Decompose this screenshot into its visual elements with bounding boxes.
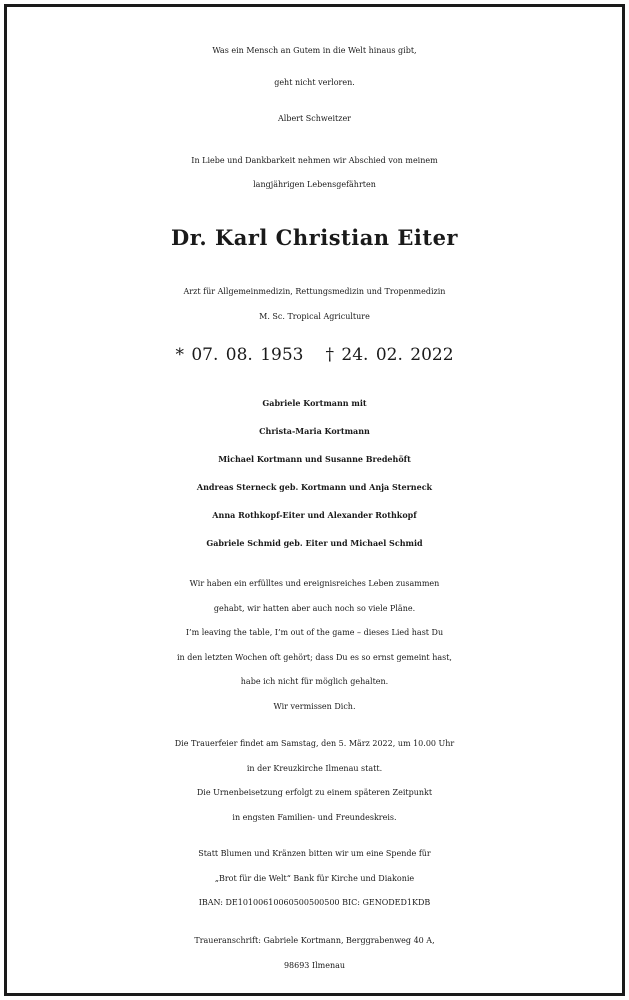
quote-author-text: Albert Schweitzer: [277, 114, 351, 123]
intro-text: [7, 149, 622, 197]
funeral-service-info: [7, 732, 622, 830]
message-line: Wir haben ein erfülltes und ereignisreiches Leben zusammen: [189, 579, 440, 588]
quote-line: geht nicht verloren.: [274, 78, 355, 87]
message-line: gehabt, wir hatten aber auch noch so viele Pläne.: [213, 603, 416, 613]
deceased-title: [7, 279, 622, 329]
message-line: habe ich nicht für möglich gehalten.: [240, 677, 389, 686]
mourner-line: Gabriele Kortmann mit: [262, 398, 367, 408]
intro-line: langjährigen Lebensgefährten: [253, 180, 376, 189]
mourner-line: Gabriele Schmid geb. Eiter und Michael Schmid: [206, 538, 423, 548]
quote-line: Was ein Mensch an Gutem in die Welt hinaus gibt,: [212, 46, 417, 55]
donation-line: Statt Blumen und Kränzen bitten wir um eine Spende für: [198, 849, 431, 858]
mourner-line: Christa-Maria Kortmann: [259, 426, 370, 436]
deceased-name-text: Dr. Karl Christian Eiter: [171, 225, 458, 250]
birth-date: * 07. 08. 1953: [175, 345, 304, 365]
service-line: Die Urnenbeisetzung erfolgt zu einem späteren Zeitpunkt: [196, 788, 433, 797]
service-line: in der Kreuzkirche Ilmenau statt.: [246, 763, 383, 773]
mourner-line: Andreas Sterneck geb. Kortmann und Anja Sterneck: [196, 482, 433, 492]
intro-line: In Liebe und Dankbarkeit nehmen wir Abschied von meinem: [191, 156, 438, 165]
title-line: Arzt für Allgemeinmedizin, Rettungsmedizin und Tropenmedizin: [183, 287, 446, 296]
mourning-address: [7, 929, 622, 978]
donation-line: IBAN: DE10100610060500500500 BIC: GENODED1KDB: [198, 898, 431, 907]
service-line: Die Trauerfeier findet am Samstag, den 5. März 2022, um 10.00 Uhr: [174, 739, 455, 748]
donation-info: [7, 842, 622, 916]
life-dates: [7, 343, 622, 367]
address-line: Traueranschrift: Gabriele Kortmann, Berggrabenweg 40 A,: [194, 936, 435, 945]
service-line: in engsten Familien- und Freundeskreis.: [232, 812, 397, 822]
mourner-line: Anna Rothkopf-Eiter und Alexander Rothkopf: [212, 510, 417, 520]
obituary-notice: [4, 4, 625, 996]
mourners-list: [7, 389, 622, 557]
donation-line: „Brot für die Welt“ Bank für Kirche und Diakonie: [214, 873, 415, 883]
deceased-name: [7, 210, 622, 266]
quote-author: [7, 109, 622, 129]
title-line: M. Sc. Tropical Agriculture: [259, 312, 370, 321]
message-line: in den letzten Wochen oft gehört; dass Du es so ernst gemeint hast,: [177, 652, 452, 662]
message-line: I’m leaving the table, I’m out of the game – dieses Lied hast Du: [185, 628, 444, 637]
address-line: 98693 Ilmenau: [283, 960, 346, 970]
mourner-line: Michael Kortmann und Susanne Bredehöft: [218, 454, 411, 464]
personal-message: [7, 572, 622, 719]
message-line: Wir vermissen Dich.: [273, 701, 356, 711]
quote: [7, 35, 622, 99]
death-date: † 24. 02. 2022: [325, 345, 454, 365]
